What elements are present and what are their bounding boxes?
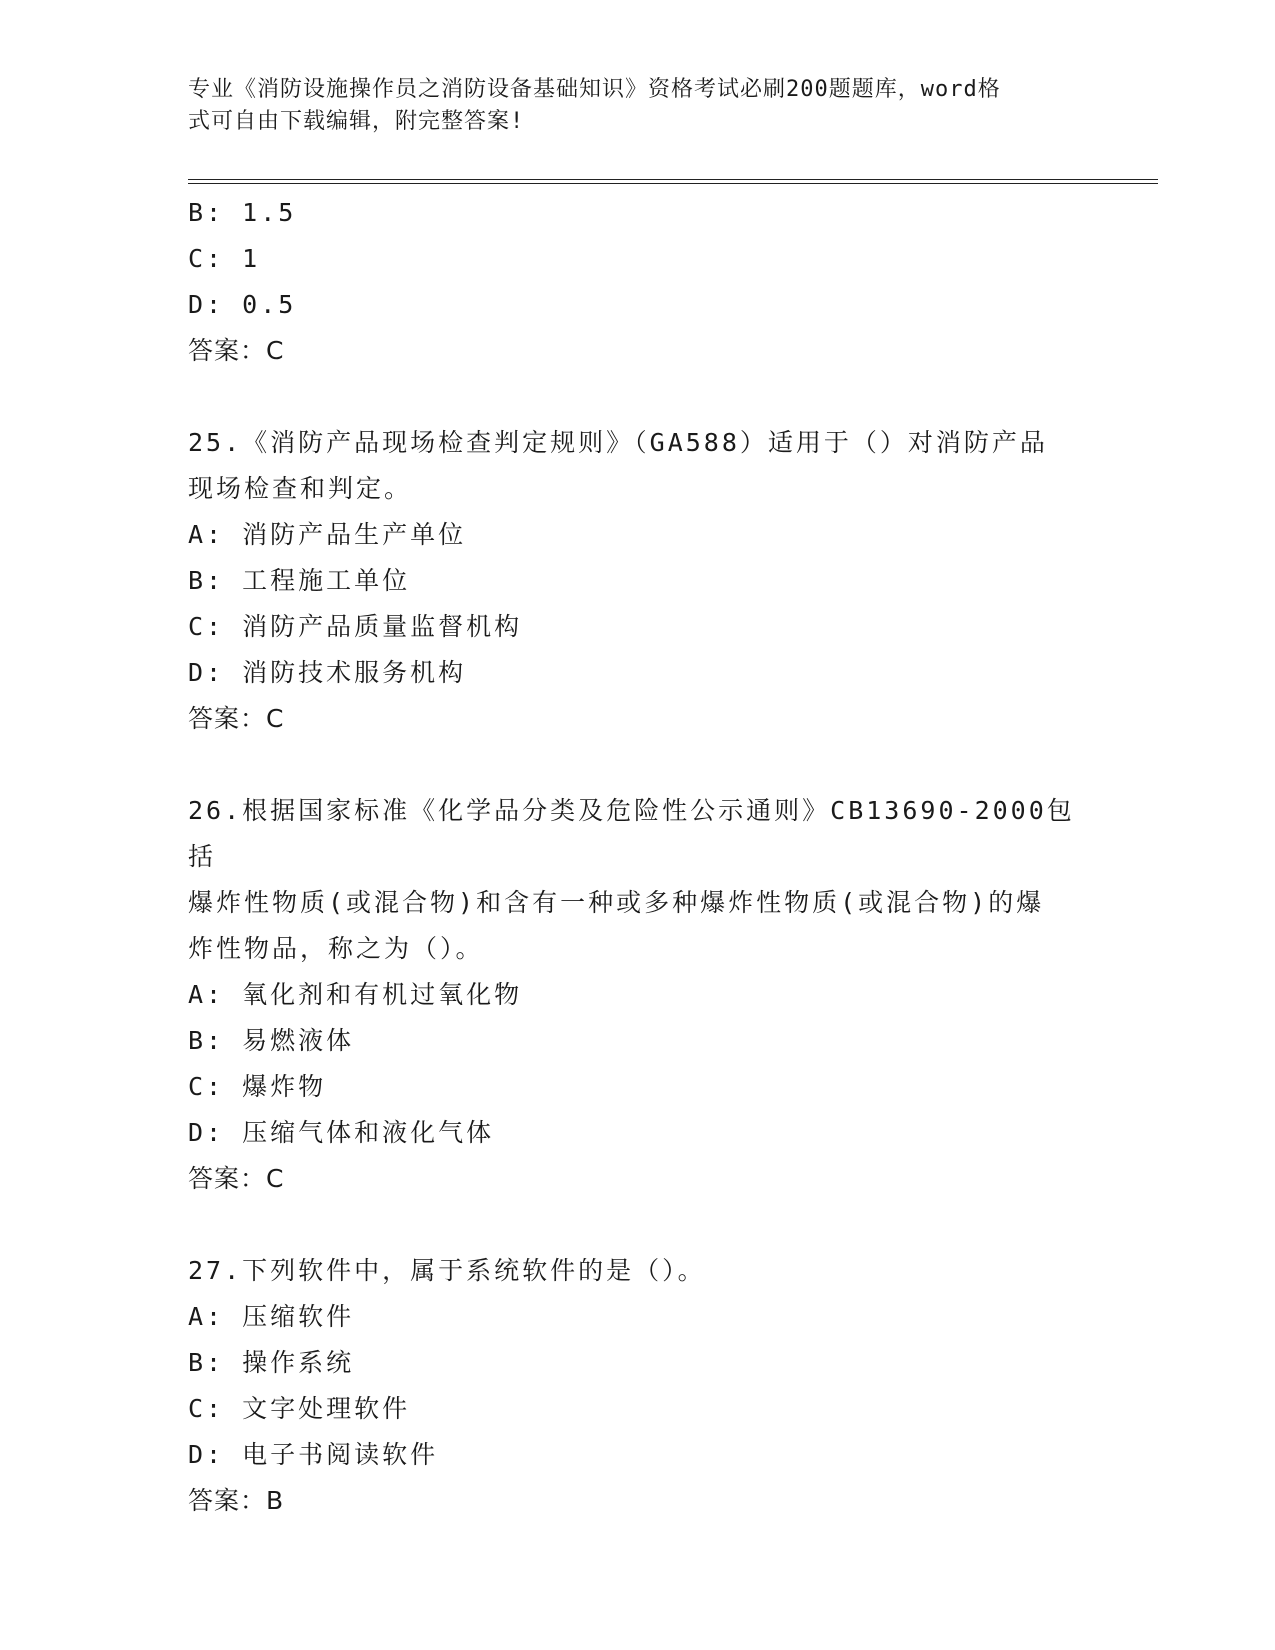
option-c: C: 消防产品质量监督机构 [188,612,523,641]
question-text-line: 26.根据国家标准《化学品分类及危险性公示通则》CB13690-2000包括 [188,796,1075,871]
answer-line: 答案：C [188,704,285,733]
option-a: A: 消防产品生产单位 [188,520,467,549]
header-divider-bottom [188,183,1158,184]
option-d: D: 压缩气体和液化气体 [188,1118,495,1147]
question-text-line: 现场检查和判定。 [188,474,413,503]
option-b: B: 操作系统 [188,1348,355,1377]
question-text-line: 炸性物品，称之为（）。 [188,934,484,963]
answer-line: 答案：B [188,1486,285,1515]
question-text-line: 25.《消防产品现场检查判定规则》（GA588）适用于（）对消防产品 [188,428,1048,457]
option-a: A: 压缩软件 [188,1302,355,1331]
option-b: B: 工程施工单位 [188,566,411,595]
option-d: D: 消防技术服务机构 [188,658,467,687]
question-25 [188,420,1088,742]
question-26 [188,788,1088,1202]
question-text-line: 27.下列软件中，属于系统软件的是（）。 [188,1256,706,1285]
answer-line: 答案：C [188,336,285,365]
document-header [188,74,1088,138]
option-b: B: 1.5 [188,198,297,227]
option-d: D: 0.5 [188,290,297,319]
option-c: C: 文字处理软件 [188,1394,411,1423]
option-c: C: 1 [188,244,261,273]
option-b: B: 易燃液体 [188,1026,355,1055]
answer-line: 答案：C [188,1164,285,1193]
question-text-line: 爆炸性物质(或混合物)和含有一种或多种爆炸性物质(或混合物)的爆 [188,888,1045,917]
question-27 [188,1248,1088,1524]
previous-question-tail [188,190,1088,374]
question-list [188,190,1088,1524]
option-c: C: 爆炸物 [188,1072,327,1101]
header-divider-top [188,179,1158,180]
header-line-1: 专业《消防设施操作员之消防设备基础知识》资格考试必刷200题题库，word格 [188,77,1001,102]
option-d: D: 电子书阅读软件 [188,1440,439,1469]
header-line-2: 式可自由下载编辑，附完整答案! [188,109,525,134]
option-a: A: 氧化剂和有机过氧化物 [188,980,523,1009]
